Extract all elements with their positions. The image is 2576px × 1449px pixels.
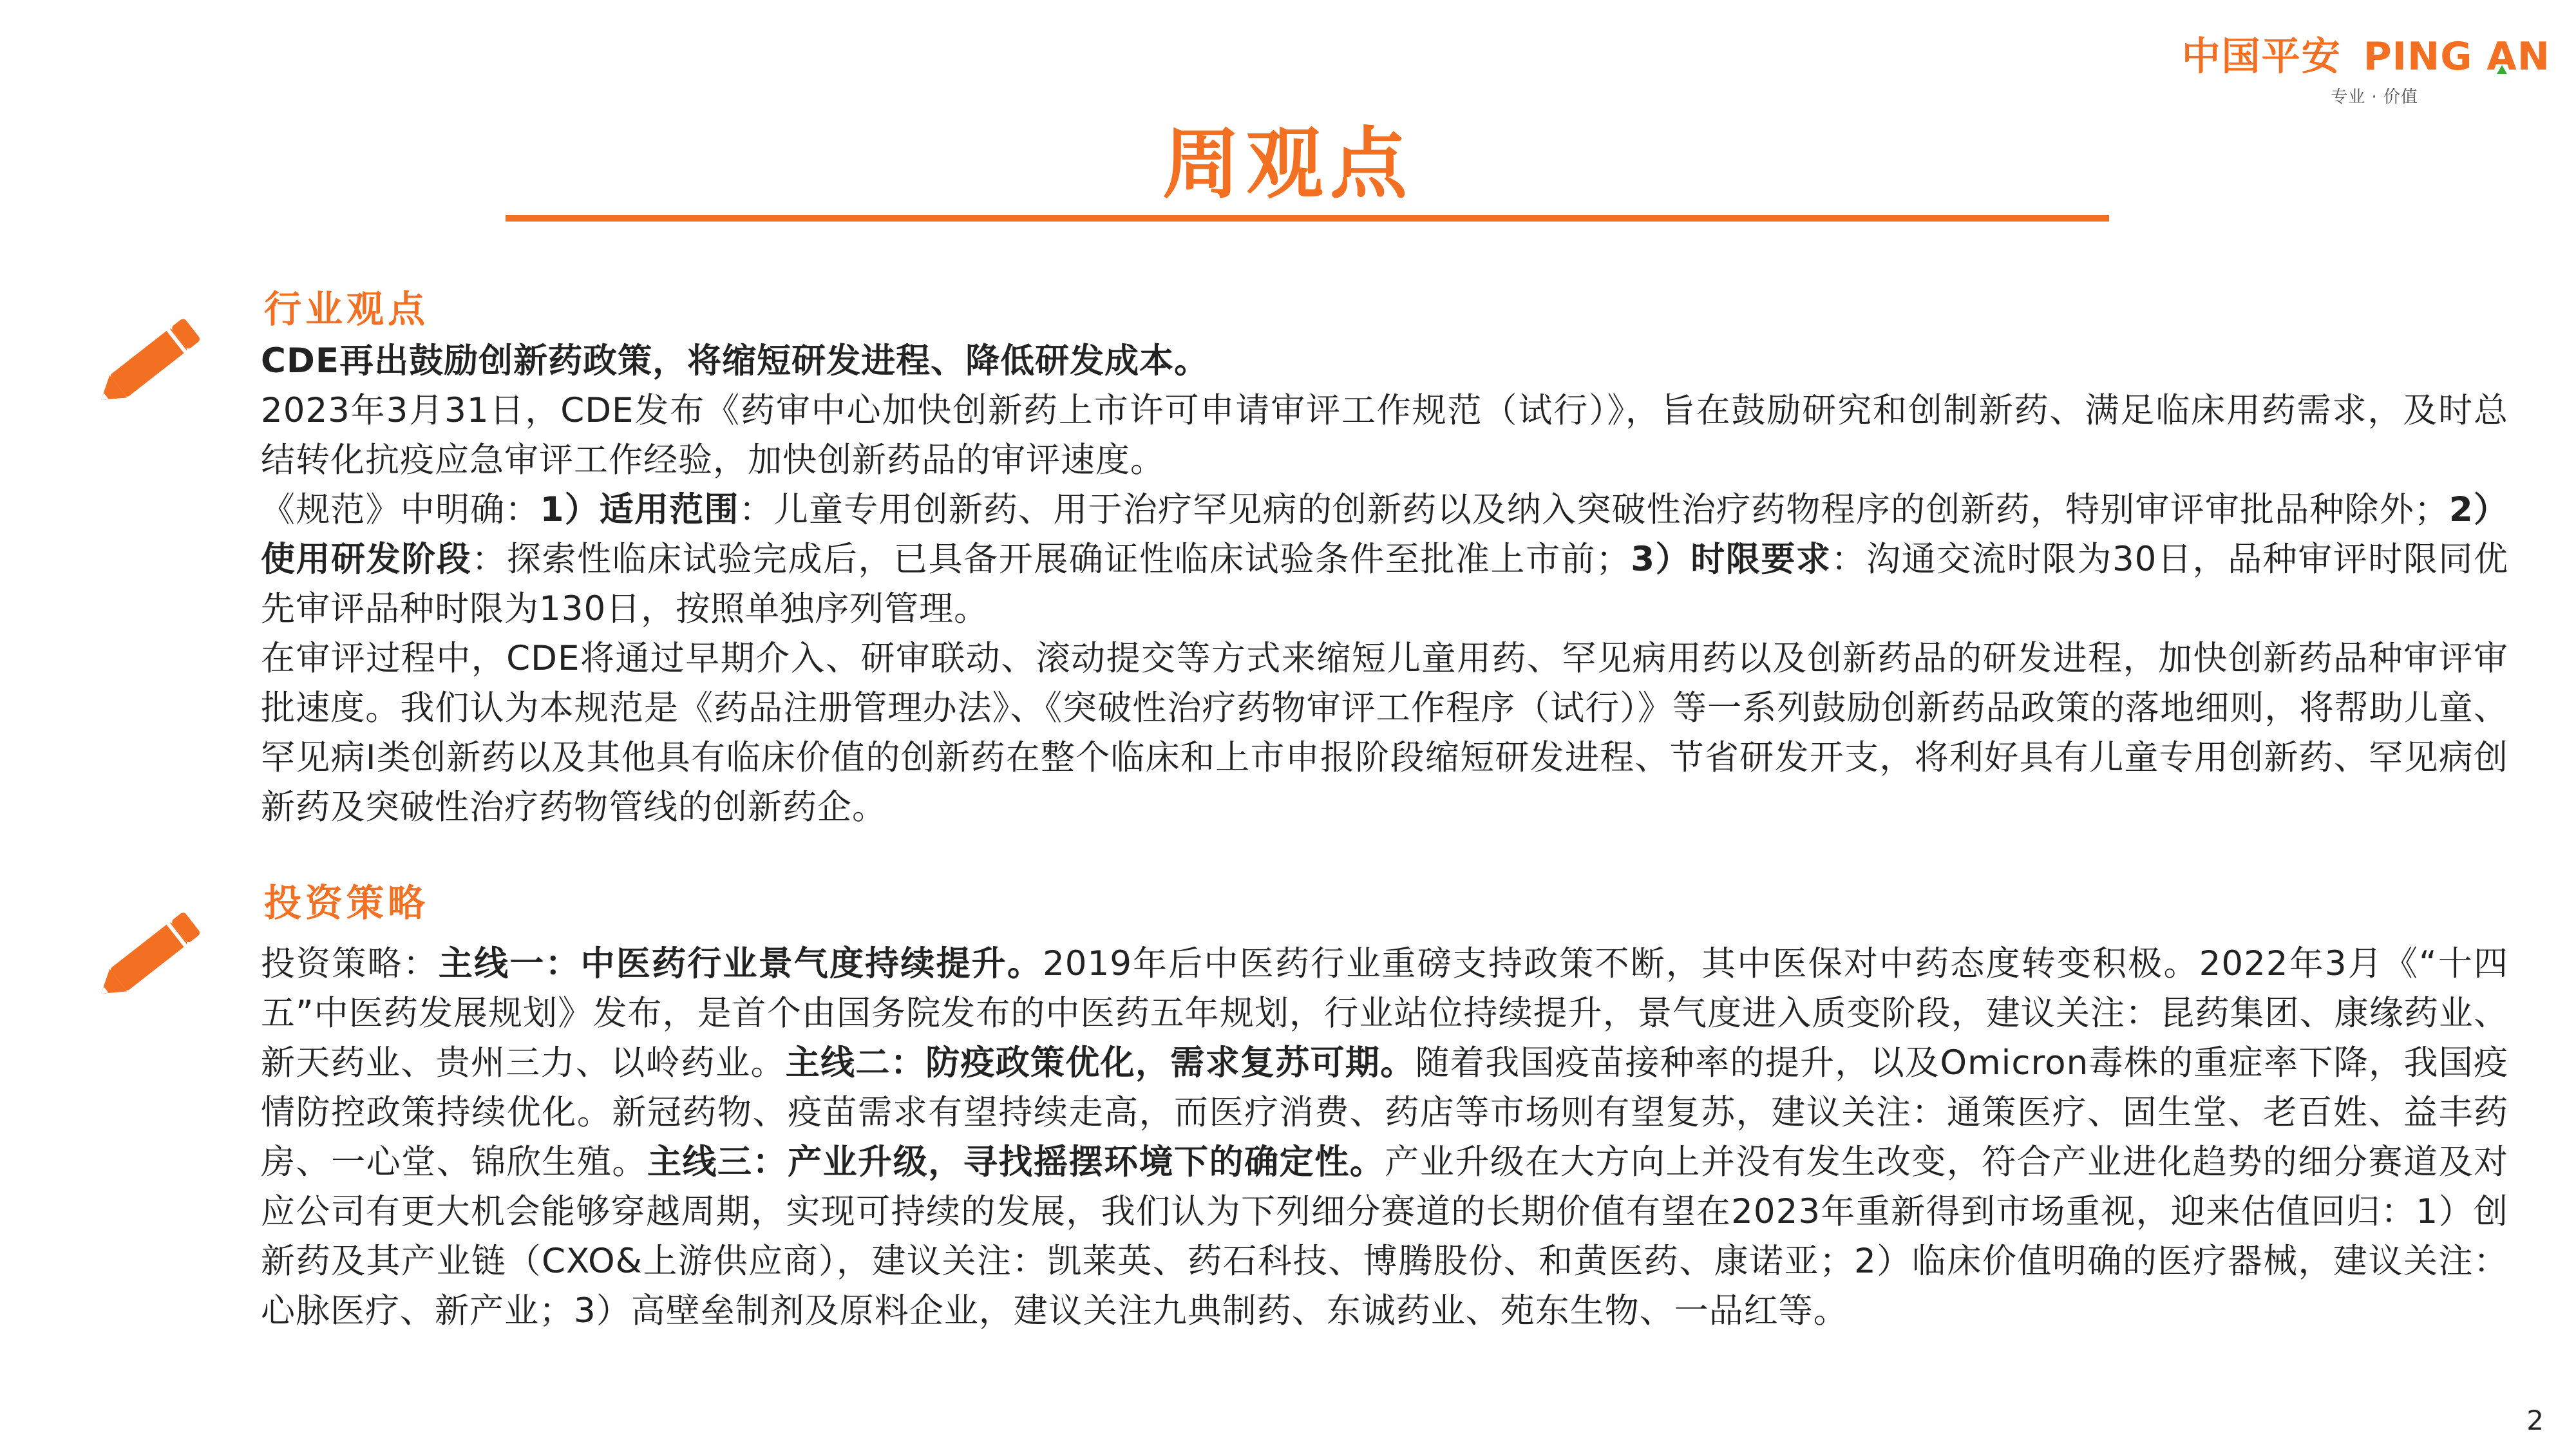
text-run: 随着我国疫苗接种率的提升，以及Omicron毒株的重症率下降，我国疫情防控政策持续优化。新冠药物、疫苗需求有望持续走高，而医疗消费、药店等市场则有望复苏，建议关注：通策医疗、固生堂、老百姓、益丰药房、一心堂、锦欣生殖。 [261,1043,2509,1182]
page-number: 2 [2526,1405,2544,1436]
section-lead: CDE再出鼓励创新药政策，将缩短研发进程、降低研发成本。 [261,341,1209,381]
section-heading: 投资策略 [264,881,430,925]
section-heading: 行业观点 [264,287,430,331]
title-underline [506,215,2109,222]
page-title: 周观点 [1162,118,1414,209]
pencil-icon [84,890,219,1019]
section-body [261,336,2508,832]
pingan-logo [2138,26,2550,107]
text-run: 投资策略： [261,944,439,983]
logo-en-a: A [2486,34,2517,79]
pencil-icon [84,296,219,425]
text-run: ：儿童专用创新药、用于治疗罕见病的创新药以及纳入突破性治疗药物程序的创新药，特别审评审批品种除外； [739,490,2449,529]
logo-cn-text: 中国平安 [2181,34,2342,79]
logo-en-text [2363,34,2550,79]
text-run: ：探索性临床试验完成后，已具备开展确证性临床试验条件至批准上市前； [471,540,1631,579]
paragraph: 在审评过程中，CDE将通过早期介入、研审联动、滚动提交等方式来缩短儿童用药、罕见病用药以及创新药品的研发进程，加快创新药品种审评审批速度。我们认为本规范是《药品注册管理办法》、《突破性治疗药物审评工作程序（试行）》等一系列鼓励创新药品政策的落地细则，将帮助儿童、罕见病I类创新药以及其他具有临床价值的创新药在整个临床和上市申报阶段缩短研发进程、节省研发开支，将利好具有儿童专用创新药、罕见病创新药及突破性治疗药物管线的创新药企。 [261,639,2508,827]
bold-run: 主线三：产业升级，寻找摇摆环境下的确定性。 [647,1142,1385,1182]
bold-run: 2）使用研发阶段 [261,490,2508,579]
bold-run: 主线一：中医药行业景气度持续提升。 [438,944,1043,983]
paragraph [261,485,2508,634]
logo-en-suffix: N [2517,34,2550,79]
bold-run: 1）适用范围 [540,490,739,529]
paragraph: 2023年3月31日，CDE发布《药审中心加快创新药上市许可申请审评工作规范（试行）》，旨在鼓励研究和创制新药、满足临床用药需求，及时总结转化抗疫应急审评工作经验，加快创新药品的审评速度。 [261,391,2508,480]
text-run: 产业升级在大方向上并没有发生改变，符合产业进化趋势的细分赛道及对应公司有更大机会能够穿越周期，实现可持续的发展，我们认为下列细分赛道的长期价值有望在2023年重新得到市场重视，迎来估值回归：1）创新药及其产业链（CXO&上游供应商），建议关注：凯莱英、药石科技、博腾股份、和黄医药、康诺亚；2）临床价值明确的医疗器械，建议关注：心脉医疗、新产业；3）高壁垒制剂及原料企业，建议关注九典制药、东诚药业、苑东生物、一品红等。 [261,1142,2509,1331]
text-run: 《规范》中明确： [261,490,540,529]
section-body [261,939,2508,1336]
logo-tagline: 专业 · 价值 [2331,88,2418,107]
logo-en-prefix: PING [2363,34,2473,79]
bold-run: 3）时限要求 [1631,540,1832,579]
text-run: 2019年后中医药行业重磅支持政策不断，其中医保对中药态度转变积极。2022年3月《“十四五”中医药发展规划》发布，是首个由国务院发布的中医药五年规划，行业站位持续提升，景气度进入质变阶段，建议关注：昆药集团、康缘药业、新天药业、贵州三力、以岭药业。 [261,944,2508,1083]
logo-wordmark [2138,26,2550,81]
bold-run: 主线二：防疫政策优化，需求复苏可期。 [785,1043,1416,1083]
paragraph [261,939,2508,1336]
text-run: ：沟通交流时限为30日，品种审评时限同优先审评品种时限为130日，按照单独序列管理。 [261,540,2508,629]
